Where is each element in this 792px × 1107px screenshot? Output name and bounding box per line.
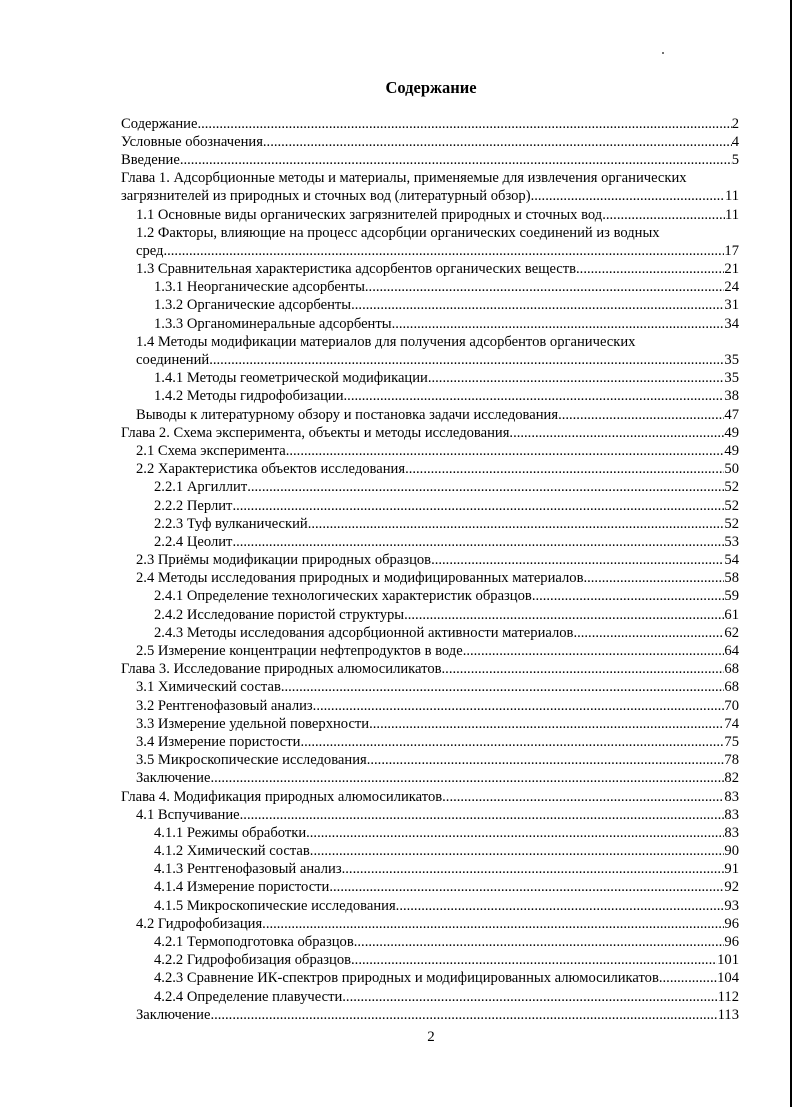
toc-entry[interactable]: [121, 933, 739, 951]
toc-entry[interactable]: [121, 333, 739, 351]
toc-dot-leader: [247, 478, 724, 496]
toc-entry-title: 3.5 Микроскопические исследования: [136, 752, 367, 769]
toc-entry-page: 54: [724, 552, 739, 569]
toc-entry-page: 64: [724, 643, 739, 660]
toc-entry-title: 4.2 Гидрофобизация: [136, 915, 263, 932]
toc-entry[interactable]: [121, 278, 739, 296]
toc-entry-title: 2.4.2 Исследование пористой структуры: [154, 606, 405, 623]
toc-dot-leader: [286, 442, 725, 460]
toc-entry-page: 52: [724, 497, 739, 514]
toc-entry-page: 59: [724, 588, 739, 605]
toc-entry[interactable]: [121, 115, 739, 133]
toc-entry[interactable]: [121, 424, 739, 442]
toc-entry-title: 1.3 Сравнительная характеристика адсорбентов органических веществ: [136, 261, 577, 278]
toc-entry-title: 4.1 Вспучивание: [136, 806, 240, 823]
toc-entry-title: 2.3 Приёмы модификации природных образцов: [136, 552, 432, 569]
toc-entry-page: 11: [724, 206, 739, 223]
toc-entry-page: 58: [724, 570, 739, 587]
toc-entry-title: Заключение: [136, 1006, 211, 1023]
toc-entry[interactable]: [121, 915, 739, 933]
toc-entry-title: 3.1 Химический состав: [136, 679, 281, 696]
toc-entry-title: 4.2.4 Определение плавучести: [154, 988, 343, 1005]
toc-entry-title: 1.4.1 Методы геометрической модификации: [154, 370, 428, 387]
toc-entry[interactable]: [121, 678, 739, 696]
toc-dot-leader: [210, 1006, 717, 1024]
toc-dot-leader: [463, 642, 725, 660]
toc-dot-leader: [659, 969, 717, 987]
table-of-contents: [121, 115, 739, 1024]
toc-dot-leader: [367, 751, 725, 769]
toc-entry[interactable]: [121, 151, 739, 169]
toc-dot-leader: [163, 242, 724, 260]
toc-dot-leader: [306, 824, 724, 842]
toc-entry-title: Глава 2. Схема эксперимента, объекты и методы исследования: [121, 424, 510, 441]
toc-dot-leader: [342, 988, 717, 1006]
toc-entry-page: 93: [724, 897, 739, 914]
toc-entry[interactable]: [121, 533, 739, 551]
toc-dot-leader: [342, 860, 725, 878]
toc-dot-leader: [396, 897, 725, 915]
toc-entry[interactable]: [121, 969, 739, 987]
toc-entry-page: 34: [724, 315, 739, 332]
toc-entry-title: 1.4 Методы модификации материалов для получения адсорбентов органических: [136, 333, 636, 350]
toc-entry-title: 3.4 Измерение пористости: [136, 733, 301, 750]
toc-entry-title: 3.3 Измерение удельной поверхности: [136, 715, 370, 732]
toc-dot-leader: [180, 151, 732, 169]
toc-entry-title: Условные обозначения: [121, 133, 263, 150]
toc-entry-page: 90: [724, 843, 739, 860]
toc-entry[interactable]: [121, 478, 739, 496]
toc-entry[interactable]: [121, 606, 739, 624]
toc-entry-page: 62: [724, 624, 739, 641]
toc-entry[interactable]: [121, 315, 739, 333]
toc-entry-page: 4: [731, 133, 739, 150]
toc-entry-page: 2: [731, 115, 739, 132]
toc-dot-leader: [392, 315, 725, 333]
toc-entry-page: 49: [724, 424, 739, 441]
toc-entry-page: 96: [724, 934, 739, 951]
toc-entry-page: 74: [724, 715, 739, 732]
toc-entry-title: 2.2 Характеристика объектов исследования: [136, 461, 406, 478]
toc-entry-title: 2.2.3 Туф вулканический: [154, 515, 308, 532]
toc-dot-leader: [576, 260, 724, 278]
toc-entry-page: 113: [717, 1006, 739, 1023]
scan-speck: [662, 52, 664, 54]
toc-entry[interactable]: [121, 224, 739, 242]
toc-entry-page: 50: [724, 461, 739, 478]
toc-entry-title: 4.1.5 Микроскопические исследования: [154, 897, 396, 914]
toc-entry-page: 75: [724, 733, 739, 750]
toc-entry-page: 83: [724, 824, 739, 841]
toc-dot-leader: [583, 569, 724, 587]
toc-entry-page: 101: [717, 952, 739, 969]
toc-entry-page: 104: [717, 970, 739, 987]
toc-entry-title: Содержание: [121, 115, 198, 132]
toc-entry-title: 4.1.3 Рентгенофазовый анализ: [154, 861, 342, 878]
toc-entry-title: 4.2.1 Термоподготовка образцов: [154, 934, 354, 951]
toc-entry-page: 68: [724, 679, 739, 696]
toc-entry[interactable]: [121, 242, 739, 260]
toc-entry[interactable]: [121, 187, 739, 205]
toc-entry-title: 2.4 Методы исследования природных и модифицированных материалов: [136, 570, 584, 587]
toc-entry[interactable]: [121, 806, 739, 824]
toc-entry[interactable]: [121, 460, 739, 478]
toc-dot-leader: [197, 115, 731, 133]
toc-entry-title: 2.5 Измерение концентрации нефтепродуктов в воде: [136, 643, 463, 660]
toc-entry-title: соединений: [136, 352, 210, 369]
toc-dot-leader: [310, 842, 725, 860]
toc-entry-page: 35: [724, 352, 739, 369]
toc-entry[interactable]: [121, 369, 739, 387]
toc-entry-title: 1.4.2 Методы гидрофобизации: [154, 388, 344, 405]
toc-entry[interactable]: [121, 569, 739, 587]
toc-dot-leader: [442, 788, 724, 806]
toc-dot-leader: [344, 387, 725, 405]
toc-entry[interactable]: [121, 206, 739, 224]
toc-entry-title: 2.2.4 Цеолит: [154, 533, 233, 550]
toc-entry-page: 96: [724, 915, 739, 932]
toc-entry[interactable]: [121, 733, 739, 751]
toc-dot-leader: [300, 733, 724, 751]
toc-entry-title: 4.2.2 Гидрофобизация образцов: [154, 952, 352, 969]
toc-entry[interactable]: [121, 296, 739, 314]
toc-entry-title: 3.2 Рентгенофазовый анализ: [136, 697, 313, 714]
toc-dot-leader: [209, 351, 724, 369]
toc-entry-page: 11: [724, 188, 739, 205]
toc-entry[interactable]: [121, 515, 739, 533]
toc-entry-page: 5: [731, 151, 739, 168]
toc-entry-page: 78: [724, 752, 739, 769]
toc-entry-title: 4.1.1 Режимы обработки: [154, 824, 307, 841]
toc-entry-page: 24: [724, 279, 739, 296]
toc-entry[interactable]: [121, 497, 739, 515]
toc-dot-leader: [262, 915, 724, 933]
toc-entry-page: 68: [724, 661, 739, 678]
toc-entry[interactable]: [121, 788, 739, 806]
toc-dot-leader: [281, 678, 725, 696]
page-title: Содержание: [385, 78, 477, 97]
toc-dot-leader: [232, 497, 724, 515]
toc-entry[interactable]: [121, 842, 739, 860]
toc-dot-leader: [428, 369, 725, 387]
toc-entry-page: 35: [724, 370, 739, 387]
toc-entry[interactable]: [121, 697, 739, 715]
toc-entry-page: 70: [724, 697, 739, 714]
toc-entry-page: 47: [724, 406, 739, 423]
toc-entry-title: Введение: [121, 151, 180, 168]
toc-entry-title: 2.4.1 Определение технологических характеристик образцов: [154, 588, 532, 605]
toc-entry-title: Выводы к литературному обзору и постановка задачи исследования: [136, 406, 559, 423]
toc-entry[interactable]: [121, 769, 739, 787]
toc-entry[interactable]: [121, 551, 739, 569]
toc-entry-title: сред: [136, 242, 164, 259]
toc-entry[interactable]: [121, 751, 739, 769]
toc-entry-page: 17: [724, 242, 739, 259]
toc-entry[interactable]: [121, 260, 739, 278]
toc-dot-leader: [308, 515, 725, 533]
toc-entry-page: 61: [724, 606, 739, 623]
toc-dot-leader: [442, 660, 725, 678]
toc-entry-title: 1.3.1 Неорганические адсорбенты: [154, 279, 365, 296]
toc-entry-page: 38: [724, 388, 739, 405]
toc-entry[interactable]: [121, 169, 739, 187]
toc-entry[interactable]: [121, 878, 739, 896]
toc-entry-page: 92: [724, 879, 739, 896]
toc-entry[interactable]: [121, 951, 739, 969]
toc-dot-leader: [232, 533, 724, 551]
toc-entry-title: Глава 1. Адсорбционные методы и материалы, применяемые для извлечения органических: [121, 170, 687, 187]
toc-entry-title: 1.3.3 Органоминеральные адсорбенты: [154, 315, 392, 332]
toc-entry-page: 83: [724, 788, 739, 805]
page-number: 2: [427, 1029, 435, 1045]
toc-entry[interactable]: [121, 988, 739, 1006]
toc-entry[interactable]: [121, 351, 739, 369]
toc-dot-leader: [602, 206, 725, 224]
toc-entry-page: 31: [724, 297, 739, 314]
toc-dot-leader: [532, 587, 725, 605]
toc-dot-leader: [240, 806, 725, 824]
toc-dot-leader: [329, 878, 724, 896]
toc-entry[interactable]: [121, 824, 739, 842]
toc-entry-page: 83: [724, 806, 739, 823]
toc-dot-leader: [405, 460, 724, 478]
toc-dot-leader: [573, 624, 724, 642]
toc-entry-title: 2.2.2 Перлит: [154, 497, 233, 514]
toc-dot-leader: [404, 606, 724, 624]
toc-entry[interactable]: [121, 1006, 739, 1024]
toc-entry-page: 112: [717, 988, 739, 1005]
toc-entry[interactable]: [121, 442, 739, 460]
toc-entry[interactable]: [121, 406, 739, 424]
toc-dot-leader: [531, 187, 725, 205]
toc-dot-leader: [351, 296, 724, 314]
toc-entry-page: 82: [724, 770, 739, 787]
toc-entry-title: Заключение: [136, 770, 211, 787]
toc-entry[interactable]: [121, 133, 739, 151]
toc-dot-leader: [509, 424, 724, 442]
toc-entry[interactable]: [121, 624, 739, 642]
toc-entry-title: 1.3.2 Органические адсорбенты: [154, 297, 352, 314]
toc-entry-title: Глава 4. Модификация природных алюмосиликатов: [121, 788, 443, 805]
toc-entry[interactable]: [121, 587, 739, 605]
toc-entry-title: 2.2.1 Аргиллит: [154, 479, 248, 496]
toc-entry-page: 21: [724, 261, 739, 278]
toc-entry-page: 52: [724, 515, 739, 532]
toc-entry-page: 52: [724, 479, 739, 496]
toc-entry-page: 53: [724, 533, 739, 550]
toc-dot-leader: [558, 406, 724, 424]
toc-entry-title: загрязнителей из природных и сточных вод (литературный обзор): [121, 188, 531, 205]
toc-entry-title: 2.4.3 Методы исследования адсорбционной активности материалов: [154, 624, 574, 641]
toc-entry[interactable]: [121, 715, 739, 733]
toc-entry[interactable]: [121, 897, 739, 915]
toc-entry-title: 4.1.4 Измерение пористости: [154, 879, 330, 896]
toc-dot-leader: [431, 551, 724, 569]
toc-entry[interactable]: [121, 660, 739, 678]
toc-entry[interactable]: [121, 860, 739, 878]
toc-entry-title: 1.1 Основные виды органических загрязнителей природных и сточных вод: [136, 206, 603, 223]
toc-dot-leader: [210, 769, 724, 787]
toc-entry-page: 91: [724, 861, 739, 878]
toc-dot-leader: [313, 697, 725, 715]
toc-dot-leader: [354, 933, 725, 951]
toc-dot-leader: [263, 133, 732, 151]
toc-entry-title: 2.1 Схема эксперимента: [136, 442, 286, 459]
toc-entry[interactable]: [121, 387, 739, 405]
toc-entry-page: 49: [724, 442, 739, 459]
toc-entry-title: 1.2 Факторы, влияющие на процесс адсорбции органических соединений из водных: [136, 224, 660, 241]
toc-entry[interactable]: [121, 642, 739, 660]
toc-entry-title: Глава 3. Исследование природных алюмосиликатов: [121, 661, 442, 678]
toc-entry-title: 4.2.3 Сравнение ИК-спектров природных и модифицированных алюмосиликатов: [154, 970, 659, 987]
toc-dot-leader: [365, 278, 725, 296]
toc-dot-leader: [369, 715, 724, 733]
toc-dot-leader: [351, 951, 717, 969]
toc-entry-title: 4.1.2 Химический состав: [154, 843, 310, 860]
